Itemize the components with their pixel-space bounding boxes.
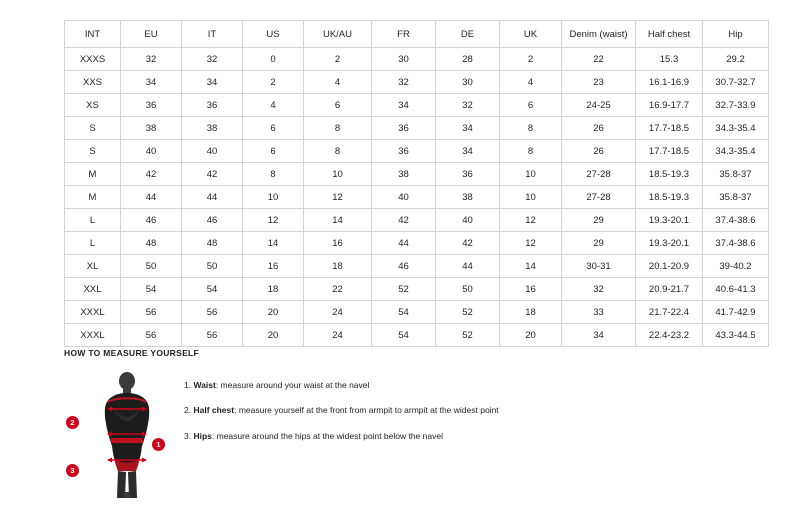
cell-us: 0 xyxy=(243,48,304,71)
cell-denim-waist: 34 xyxy=(562,324,636,347)
cell-fr: 42 xyxy=(372,209,436,232)
cell-half-chest: 20.1-20.9 xyxy=(636,255,703,278)
cell-half-chest: 16.9-17.7 xyxy=(636,94,703,117)
cell-uk: 6 xyxy=(500,94,562,117)
cell-denim-waist: 23 xyxy=(562,71,636,94)
cell-int: XXXS xyxy=(65,48,121,71)
badge-half-chest: 2 xyxy=(66,416,79,429)
instruction-number: 3. xyxy=(184,430,192,441)
cell-uk: 10 xyxy=(500,163,562,186)
cell-uk: 16 xyxy=(500,278,562,301)
cell-it: 32 xyxy=(182,48,243,71)
table-row xyxy=(65,324,769,347)
cell-fr: 40 xyxy=(372,186,436,209)
cell-denim-waist: 33 xyxy=(562,301,636,324)
cell-half-chest: 17.7-18.5 xyxy=(636,140,703,163)
cell-hip: 35.8-37 xyxy=(703,186,769,209)
cell-denim-waist: 24-25 xyxy=(562,94,636,117)
cell-hip: 34.3-35.4 xyxy=(703,117,769,140)
cell-denim-waist: 29 xyxy=(562,232,636,255)
cell-uk-au: 8 xyxy=(304,117,372,140)
cell-uk-au: 2 xyxy=(304,48,372,71)
cell-eu: 56 xyxy=(121,324,182,347)
cell-us: 6 xyxy=(243,140,304,163)
cell-eu: 34 xyxy=(121,71,182,94)
cell-hip: 30.7-32.7 xyxy=(703,71,769,94)
cell-hip: 43.3-44.5 xyxy=(703,324,769,347)
column-header-uk: UK xyxy=(500,21,562,48)
cell-uk-au: 24 xyxy=(304,301,372,324)
cell-fr: 36 xyxy=(372,117,436,140)
cell-eu: 42 xyxy=(121,163,182,186)
cell-hip: 37.4-38.6 xyxy=(703,209,769,232)
cell-int: XL xyxy=(65,255,121,278)
cell-fr: 44 xyxy=(372,232,436,255)
table-row xyxy=(65,255,769,278)
cell-half-chest: 15.3 xyxy=(636,48,703,71)
cell-int: S xyxy=(65,117,121,140)
cell-it: 34 xyxy=(182,71,243,94)
table-row xyxy=(65,117,769,140)
cell-uk: 18 xyxy=(500,301,562,324)
cell-us: 16 xyxy=(243,255,304,278)
mannequin-illustration xyxy=(94,372,160,498)
instruction-text: : measure around the hips at the widest point below the navel xyxy=(211,430,443,441)
cell-int: M xyxy=(65,186,121,209)
table-row xyxy=(65,94,769,117)
cell-hip: 40.6-41.3 xyxy=(703,278,769,301)
cell-half-chest: 17.7-18.5 xyxy=(636,117,703,140)
cell-eu: 40 xyxy=(121,140,182,163)
cell-us: 18 xyxy=(243,278,304,301)
cell-uk-au: 12 xyxy=(304,186,372,209)
mannequin-figure xyxy=(64,368,184,498)
table-row xyxy=(65,48,769,71)
cell-uk-au: 8 xyxy=(304,140,372,163)
instruction-term: Waist xyxy=(193,380,216,390)
cell-de: 42 xyxy=(436,232,500,255)
cell-hip: 35.8-37 xyxy=(703,163,769,186)
cell-de: 36 xyxy=(436,163,500,186)
cell-eu: 48 xyxy=(121,232,182,255)
cell-de: 32 xyxy=(436,94,500,117)
cell-fr: 34 xyxy=(372,94,436,117)
cell-half-chest: 18.5-19.3 xyxy=(636,163,703,186)
cell-int: XS xyxy=(65,94,121,117)
cell-denim-waist: 32 xyxy=(562,278,636,301)
cell-int: XXXL xyxy=(65,301,121,324)
cell-half-chest: 16.1-16.9 xyxy=(636,71,703,94)
column-header-de: DE xyxy=(436,21,500,48)
cell-it: 54 xyxy=(182,278,243,301)
table-row xyxy=(65,140,769,163)
cell-de: 52 xyxy=(436,301,500,324)
badge-waist: 1 xyxy=(152,438,165,451)
cell-hip: 34.3-35.4 xyxy=(703,140,769,163)
cell-hip: 32.7-33.9 xyxy=(703,94,769,117)
instruction-term: Hips xyxy=(193,430,212,441)
cell-it: 40 xyxy=(182,140,243,163)
cell-half-chest: 20.9-21.7 xyxy=(636,278,703,301)
cell-uk-au: 22 xyxy=(304,278,372,301)
cell-half-chest: 19.3-20.1 xyxy=(636,209,703,232)
cell-de: 30 xyxy=(436,71,500,94)
cell-int: M xyxy=(65,163,121,186)
cell-de: 38 xyxy=(436,186,500,209)
column-header-eu: EU xyxy=(121,21,182,48)
cell-us: 20 xyxy=(243,324,304,347)
instruction-number: 2. xyxy=(184,405,192,416)
cell-it: 42 xyxy=(182,163,243,186)
table-row xyxy=(65,301,769,324)
cell-de: 50 xyxy=(436,278,500,301)
column-header-denim-waist: Denim (waist) xyxy=(562,21,636,48)
cell-eu: 56 xyxy=(121,301,182,324)
cell-denim-waist: 27-28 xyxy=(562,186,636,209)
size-chart-container xyxy=(64,20,756,347)
cell-us: 8 xyxy=(243,163,304,186)
cell-eu: 50 xyxy=(121,255,182,278)
column-header-hip: Hip xyxy=(703,21,769,48)
cell-uk: 14 xyxy=(500,255,562,278)
cell-it: 36 xyxy=(182,94,243,117)
cell-us: 14 xyxy=(243,232,304,255)
how-to-measure-section xyxy=(64,348,734,498)
table-row xyxy=(65,209,769,232)
cell-uk-au: 18 xyxy=(304,255,372,278)
cell-denim-waist: 27-28 xyxy=(562,163,636,186)
instruction-hips xyxy=(184,431,734,442)
instruction-text: : measure yourself at the front from armpit to armpit at the widest point xyxy=(234,405,499,416)
cell-us: 10 xyxy=(243,186,304,209)
column-header-uk-au: UK/AU xyxy=(304,21,372,48)
cell-denim-waist: 29 xyxy=(562,209,636,232)
cell-fr: 38 xyxy=(372,163,436,186)
cell-eu: 54 xyxy=(121,278,182,301)
cell-us: 6 xyxy=(243,117,304,140)
column-header-int: INT xyxy=(65,21,121,48)
table-row xyxy=(65,163,769,186)
cell-fr: 36 xyxy=(372,140,436,163)
cell-half-chest: 19.3-20.1 xyxy=(636,232,703,255)
cell-uk-au: 16 xyxy=(304,232,372,255)
cell-it: 44 xyxy=(182,186,243,209)
cell-fr: 32 xyxy=(372,71,436,94)
cell-half-chest: 18.5-19.3 xyxy=(636,186,703,209)
cell-de: 44 xyxy=(436,255,500,278)
cell-int: L xyxy=(65,209,121,232)
cell-uk-au: 10 xyxy=(304,163,372,186)
cell-fr: 52 xyxy=(372,278,436,301)
cell-eu: 36 xyxy=(121,94,182,117)
cell-denim-waist: 26 xyxy=(562,117,636,140)
cell-uk: 4 xyxy=(500,71,562,94)
table-body xyxy=(65,48,769,347)
cell-us: 4 xyxy=(243,94,304,117)
column-header-it: IT xyxy=(182,21,243,48)
section-title: HOW TO MEASURE YOURSELF xyxy=(64,348,200,358)
cell-it: 48 xyxy=(182,232,243,255)
cell-int: XXXL xyxy=(65,324,121,347)
table-row xyxy=(65,186,769,209)
table-header-row xyxy=(65,21,769,48)
table-header xyxy=(65,21,769,48)
cell-uk: 12 xyxy=(500,209,562,232)
cell-uk: 20 xyxy=(500,324,562,347)
cell-eu: 46 xyxy=(121,209,182,232)
cell-de: 28 xyxy=(436,48,500,71)
cell-fr: 30 xyxy=(372,48,436,71)
cell-uk: 2 xyxy=(500,48,562,71)
cell-int: S xyxy=(65,140,121,163)
cell-fr: 54 xyxy=(372,301,436,324)
cell-eu: 44 xyxy=(121,186,182,209)
column-header-us: US xyxy=(243,21,304,48)
cell-it: 46 xyxy=(182,209,243,232)
cell-uk: 10 xyxy=(500,186,562,209)
cell-de: 34 xyxy=(436,140,500,163)
cell-int: XXL xyxy=(65,278,121,301)
cell-hip: 37.4-38.6 xyxy=(703,232,769,255)
cell-it: 56 xyxy=(182,324,243,347)
instruction-half-chest xyxy=(184,405,734,416)
cell-fr: 54 xyxy=(372,324,436,347)
table-row xyxy=(65,71,769,94)
instruction-term: Half chest xyxy=(193,405,235,416)
cell-uk-au: 14 xyxy=(304,209,372,232)
badge-hips: 3 xyxy=(66,464,79,477)
cell-uk-au: 6 xyxy=(304,94,372,117)
cell-eu: 38 xyxy=(121,117,182,140)
cell-uk: 8 xyxy=(500,140,562,163)
cell-it: 38 xyxy=(182,117,243,140)
cell-us: 20 xyxy=(243,301,304,324)
cell-int: L xyxy=(65,232,121,255)
cell-denim-waist: 22 xyxy=(562,48,636,71)
cell-denim-waist: 26 xyxy=(562,140,636,163)
instruction-waist xyxy=(184,380,734,391)
cell-de: 40 xyxy=(436,209,500,232)
size-chart-table xyxy=(64,20,769,347)
cell-denim-waist: 30-31 xyxy=(562,255,636,278)
cell-eu: 32 xyxy=(121,48,182,71)
measure-instructions xyxy=(184,368,734,456)
cell-uk-au: 4 xyxy=(304,71,372,94)
cell-hip: 39-40.2 xyxy=(703,255,769,278)
cell-de: 34 xyxy=(436,117,500,140)
cell-hip: 41.7-42.9 xyxy=(703,301,769,324)
instruction-text: : measure around your waist at the navel xyxy=(215,380,370,390)
cell-half-chest: 21.7-22.4 xyxy=(636,301,703,324)
cell-hip: 29.2 xyxy=(703,48,769,71)
cell-uk: 8 xyxy=(500,117,562,140)
measure-body xyxy=(64,368,734,498)
cell-it: 56 xyxy=(182,301,243,324)
cell-it: 50 xyxy=(182,255,243,278)
cell-us: 2 xyxy=(243,71,304,94)
cell-uk: 12 xyxy=(500,232,562,255)
cell-us: 12 xyxy=(243,209,304,232)
cell-half-chest: 22.4-23.2 xyxy=(636,324,703,347)
cell-uk-au: 24 xyxy=(304,324,372,347)
cell-fr: 46 xyxy=(372,255,436,278)
cell-int: XXS xyxy=(65,71,121,94)
table-row xyxy=(65,232,769,255)
table-row xyxy=(65,278,769,301)
column-header-fr: FR xyxy=(372,21,436,48)
instruction-number: 1. xyxy=(184,380,192,390)
column-header-half-chest: Half chest xyxy=(636,21,703,48)
cell-de: 52 xyxy=(436,324,500,347)
